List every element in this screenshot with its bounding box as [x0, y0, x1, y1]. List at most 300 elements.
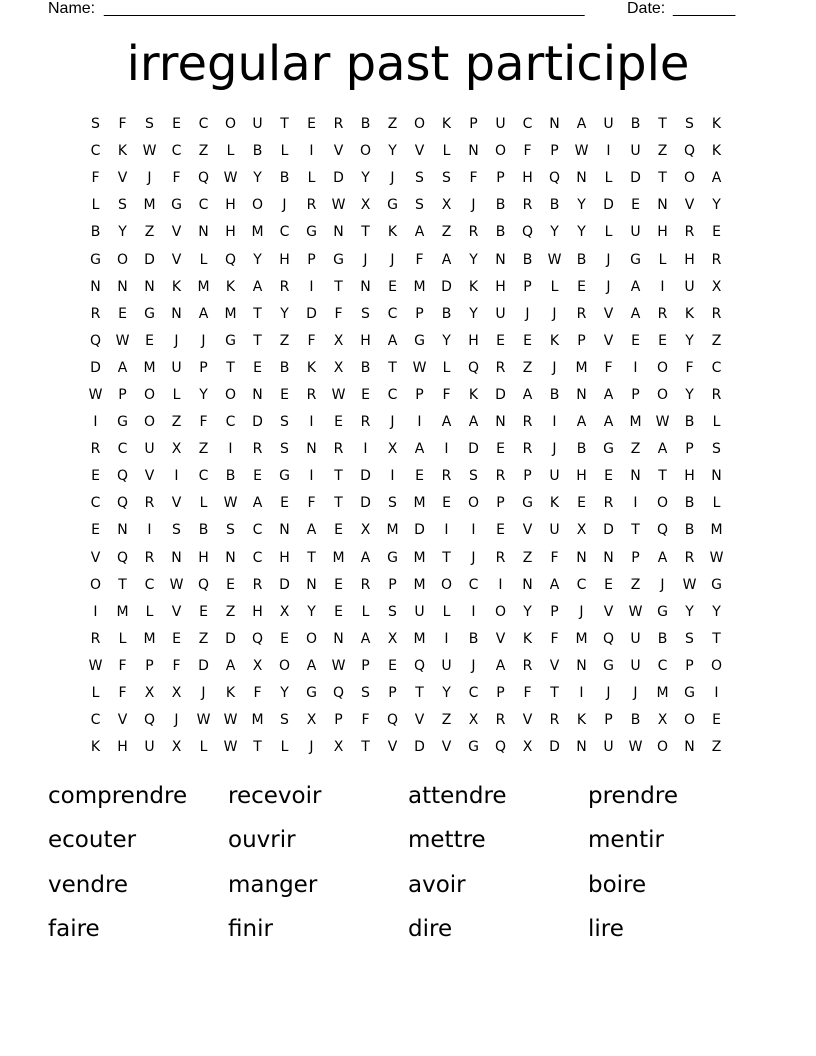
grid-letter[interactable]: L [712, 414, 721, 431]
grid-letter[interactable]: E [712, 712, 721, 729]
grid-letter[interactable]: C [711, 359, 722, 376]
grid-letter[interactable]: Q [197, 170, 210, 187]
grid-letter[interactable]: E [91, 468, 100, 485]
grid-letter[interactable]: N [306, 441, 317, 458]
grid-letter[interactable]: L [604, 170, 613, 187]
grid-letter[interactable]: J [282, 197, 287, 214]
grid-letter[interactable]: U [603, 739, 614, 756]
grid-letter[interactable]: G [306, 224, 317, 241]
grid-letter[interactable]: C [90, 495, 101, 512]
grid-letter[interactable]: H [468, 332, 479, 349]
grid-letter[interactable]: E [91, 522, 100, 539]
grid-letter[interactable]: W [331, 197, 346, 214]
grid-letter[interactable]: V [171, 224, 182, 241]
grid-letter[interactable]: P [199, 359, 208, 376]
grid-letter[interactable]: N [576, 549, 587, 566]
grid-letter[interactable]: K [225, 685, 236, 702]
grid-letter[interactable]: X [387, 441, 398, 458]
grid-letter[interactable]: V [414, 712, 425, 729]
grid-letter[interactable]: J [309, 739, 314, 756]
grid-letter[interactable]: H [495, 278, 506, 295]
grid-letter[interactable]: K [306, 359, 317, 376]
grid-letter[interactable]: U [603, 116, 614, 133]
grid-letter[interactable]: V [603, 603, 614, 620]
grid-letter[interactable]: J [471, 657, 476, 674]
grid-letter[interactable]: T [226, 359, 235, 376]
grid-letter[interactable]: F [307, 332, 316, 349]
grid-letter[interactable]: W [223, 170, 238, 187]
grid-letter[interactable]: Q [521, 224, 534, 241]
grid-letter[interactable]: O [467, 495, 480, 512]
grid-letter[interactable]: A [225, 657, 236, 674]
grid-letter[interactable]: S [280, 441, 289, 458]
grid-letter[interactable]: Y [307, 603, 316, 620]
grid-letter[interactable]: A [603, 414, 614, 431]
grid-letter[interactable]: V [414, 143, 425, 160]
grid-letter[interactable]: R [522, 657, 533, 674]
grid-letter[interactable]: N [684, 739, 695, 756]
grid-letter[interactable]: E [334, 414, 343, 431]
grid-letter[interactable]: E [253, 359, 262, 376]
grid-letter[interactable]: X [306, 712, 317, 729]
grid-letter[interactable]: W [223, 495, 238, 512]
grid-letter[interactable]: H [279, 549, 290, 566]
grid-letter[interactable]: E [334, 576, 343, 593]
grid-letter[interactable]: X [360, 197, 371, 214]
grid-letter[interactable]: C [144, 576, 155, 593]
grid-letter[interactable]: I [633, 359, 638, 376]
grid-letter[interactable]: N [549, 116, 560, 133]
name-field-line[interactable]: ______________________________________________________ [104, 0, 585, 17]
grid-letter[interactable]: D [549, 739, 560, 756]
grid-letter[interactable]: V [171, 603, 182, 620]
grid-letter[interactable]: N [171, 549, 182, 566]
grid-letter[interactable]: K [684, 305, 695, 322]
grid-letter[interactable]: N [576, 739, 587, 756]
grid-letter[interactable]: E [631, 197, 640, 214]
grid-letter[interactable]: I [174, 468, 179, 485]
grid-letter[interactable]: L [307, 170, 316, 187]
grid-letter[interactable]: X [171, 685, 182, 702]
grid-letter[interactable]: Q [143, 712, 156, 729]
grid-letter[interactable]: J [363, 251, 368, 268]
grid-letter[interactable]: A [306, 657, 317, 674]
grid-letter[interactable]: A [576, 116, 587, 133]
grid-letter[interactable]: N [225, 549, 236, 566]
grid-letter[interactable]: S [388, 495, 397, 512]
grid-letter[interactable]: R [90, 441, 101, 458]
grid-letter[interactable]: N [117, 278, 128, 295]
grid-letter[interactable]: S [469, 468, 478, 485]
grid-letter[interactable]: N [117, 522, 128, 539]
grid-letter[interactable]: W [169, 576, 184, 593]
grid-letter[interactable]: P [415, 386, 424, 403]
grid-letter[interactable]: J [525, 305, 530, 322]
grid-letter[interactable]: I [309, 278, 314, 295]
grid-letter[interactable]: N [495, 251, 506, 268]
grid-letter[interactable]: J [606, 278, 611, 295]
grid-letter[interactable]: R [360, 576, 371, 593]
grid-letter[interactable]: R [576, 305, 587, 322]
grid-letter[interactable]: C [468, 685, 479, 702]
grid-letter[interactable]: T [253, 739, 262, 756]
grid-letter[interactable]: K [225, 278, 236, 295]
grid-letter[interactable]: X [387, 630, 398, 647]
grid-letter[interactable]: A [441, 414, 452, 431]
grid-letter[interactable]: E [631, 332, 640, 349]
grid-letter[interactable]: D [441, 278, 452, 295]
grid-letter[interactable]: F [91, 170, 100, 187]
grid-letter[interactable]: Z [630, 576, 641, 593]
grid-letter[interactable]: G [225, 332, 236, 349]
grid-letter[interactable]: M [332, 549, 345, 566]
grid-letter[interactable]: C [225, 414, 236, 431]
grid-letter[interactable]: E [307, 116, 316, 133]
grid-letter[interactable]: L [442, 603, 451, 620]
grid-letter[interactable]: B [684, 522, 695, 539]
grid-letter[interactable]: P [523, 278, 532, 295]
grid-letter[interactable]: L [361, 603, 370, 620]
grid-letter[interactable]: M [143, 359, 156, 376]
grid-letter[interactable]: R [279, 278, 290, 295]
grid-letter[interactable]: E [388, 278, 397, 295]
grid-letter[interactable]: C [522, 116, 533, 133]
grid-letter[interactable]: W [628, 739, 643, 756]
grid-letter[interactable]: G [387, 549, 398, 566]
grid-letter[interactable]: J [633, 685, 638, 702]
grid-letter[interactable]: S [361, 305, 370, 322]
grid-letter[interactable]: O [305, 630, 318, 647]
grid-letter[interactable]: C [198, 116, 209, 133]
grid-letter[interactable]: H [684, 251, 695, 268]
grid-letter[interactable]: E [334, 603, 343, 620]
grid-letter[interactable]: F [442, 386, 451, 403]
grid-letter[interactable]: U [441, 657, 452, 674]
grid-letter[interactable]: B [657, 630, 668, 647]
grid-letter[interactable]: Y [388, 143, 397, 160]
grid-letter[interactable]: V [684, 197, 695, 214]
grid-letter[interactable]: A [360, 549, 371, 566]
grid-letter[interactable]: P [496, 170, 505, 187]
grid-letter[interactable]: E [604, 576, 613, 593]
grid-letter[interactable]: D [630, 170, 641, 187]
grid-letter[interactable]: W [223, 739, 238, 756]
grid-letter[interactable]: R [306, 197, 317, 214]
grid-letter[interactable]: Z [198, 441, 209, 458]
grid-letter[interactable]: I [93, 414, 98, 431]
grid-letter[interactable]: W [142, 143, 157, 160]
grid-letter[interactable]: E [280, 630, 289, 647]
grid-letter[interactable]: L [550, 278, 559, 295]
grid-letter[interactable]: P [685, 657, 694, 674]
grid-letter[interactable]: Q [683, 143, 696, 160]
grid-letter[interactable]: F [253, 685, 262, 702]
grid-letter[interactable]: U [495, 116, 506, 133]
grid-letter[interactable]: E [496, 441, 505, 458]
grid-letter[interactable]: V [522, 522, 533, 539]
grid-letter[interactable]: U [171, 359, 182, 376]
grid-letter[interactable]: F [172, 170, 181, 187]
grid-letter[interactable]: W [547, 251, 562, 268]
grid-letter[interactable]: O [278, 657, 291, 674]
grid-letter[interactable]: P [361, 657, 370, 674]
grid-letter[interactable]: Y [199, 386, 208, 403]
grid-letter[interactable]: N [252, 386, 263, 403]
grid-letter[interactable]: S [388, 603, 397, 620]
grid-letter[interactable]: P [145, 657, 154, 674]
grid-letter[interactable]: F [361, 712, 370, 729]
grid-letter[interactable]: J [390, 170, 395, 187]
grid-letter[interactable]: G [333, 251, 344, 268]
grid-letter[interactable]: L [91, 197, 100, 214]
grid-letter[interactable]: Y [280, 685, 289, 702]
grid-letter[interactable]: T [307, 549, 316, 566]
grid-letter[interactable]: V [333, 143, 344, 160]
grid-letter[interactable]: E [361, 386, 370, 403]
grid-letter[interactable]: H [225, 224, 236, 241]
grid-letter[interactable]: A [630, 305, 641, 322]
grid-letter[interactable]: M [413, 495, 426, 512]
grid-letter[interactable]: O [656, 359, 669, 376]
grid-letter[interactable]: F [172, 657, 181, 674]
grid-letter[interactable]: P [577, 332, 586, 349]
grid-letter[interactable]: G [279, 468, 290, 485]
grid-letter[interactable]: Q [116, 549, 129, 566]
grid-letter[interactable]: X [279, 603, 290, 620]
grid-letter[interactable]: B [495, 224, 506, 241]
grid-letter[interactable]: E [496, 332, 505, 349]
grid-letter[interactable]: U [549, 522, 560, 539]
grid-letter[interactable]: B [549, 197, 560, 214]
grid-letter[interactable]: Z [279, 332, 290, 349]
grid-letter[interactable]: E [172, 116, 181, 133]
grid-letter[interactable]: A [711, 170, 722, 187]
grid-letter[interactable]: J [174, 712, 179, 729]
grid-letter[interactable]: Z [711, 739, 722, 756]
grid-letter[interactable]: R [711, 386, 722, 403]
grid-letter[interactable]: L [199, 251, 208, 268]
grid-letter[interactable]: W [574, 143, 589, 160]
grid-letter[interactable]: Y [685, 332, 694, 349]
grid-letter[interactable]: F [199, 414, 208, 431]
grid-letter[interactable]: U [630, 224, 641, 241]
grid-letter[interactable]: W [655, 414, 670, 431]
grid-letter[interactable]: N [576, 386, 587, 403]
grid-letter[interactable]: A [414, 224, 425, 241]
grid-letter[interactable]: B [198, 522, 209, 539]
grid-letter[interactable]: R [495, 468, 506, 485]
grid-letter[interactable]: R [333, 441, 344, 458]
grid-letter[interactable]: E [415, 468, 424, 485]
grid-letter[interactable]: V [441, 739, 452, 756]
grid-letter[interactable]: L [442, 359, 451, 376]
grid-letter[interactable]: O [224, 116, 237, 133]
grid-letter[interactable]: A [603, 386, 614, 403]
grid-letter[interactable]: U [414, 603, 425, 620]
grid-letter[interactable]: L [118, 630, 127, 647]
grid-letter[interactable]: F [685, 359, 694, 376]
grid-letter[interactable]: J [552, 441, 557, 458]
grid-letter[interactable]: X [360, 522, 371, 539]
grid-letter[interactable]: Z [441, 712, 452, 729]
grid-letter[interactable]: Z [657, 143, 668, 160]
grid-letter[interactable]: B [225, 468, 236, 485]
grid-letter[interactable]: N [495, 414, 506, 431]
grid-letter[interactable]: J [660, 576, 665, 593]
grid-letter[interactable]: C [468, 576, 479, 593]
grid-letter[interactable]: E [604, 468, 613, 485]
grid-letter[interactable]: K [711, 116, 722, 133]
grid-letter[interactable]: A [630, 278, 641, 295]
grid-letter[interactable]: N [333, 630, 344, 647]
grid-letter[interactable]: W [331, 386, 346, 403]
grid-letter[interactable]: I [444, 441, 449, 458]
grid-letter[interactable]: O [224, 386, 237, 403]
grid-letter[interactable]: I [498, 576, 503, 593]
grid-letter[interactable]: V [495, 630, 506, 647]
grid-letter[interactable]: L [199, 739, 208, 756]
grid-letter[interactable]: Z [144, 224, 155, 241]
grid-letter[interactable]: Q [548, 170, 561, 187]
grid-letter[interactable]: X [711, 278, 722, 295]
grid-letter[interactable]: Y [577, 197, 586, 214]
grid-letter[interactable]: L [91, 685, 100, 702]
grid-letter[interactable]: P [685, 441, 694, 458]
grid-letter[interactable]: Y [361, 170, 370, 187]
grid-letter[interactable]: A [306, 522, 317, 539]
grid-letter[interactable]: M [197, 278, 210, 295]
grid-letter[interactable]: O [89, 576, 102, 593]
grid-letter[interactable]: P [523, 468, 532, 485]
grid-letter[interactable]: I [579, 685, 584, 702]
grid-letter[interactable]: Y [550, 224, 559, 241]
grid-letter[interactable]: D [360, 495, 371, 512]
grid-letter[interactable]: Z [441, 224, 452, 241]
grid-letter[interactable]: K [441, 116, 452, 133]
grid-letter[interactable]: H [198, 549, 209, 566]
grid-letter[interactable]: J [471, 197, 476, 214]
grid-letter[interactable]: A [495, 657, 506, 674]
grid-letter[interactable]: V [171, 495, 182, 512]
grid-letter[interactable]: J [201, 685, 206, 702]
grid-letter[interactable]: Y [442, 332, 451, 349]
grid-letter[interactable]: S [361, 685, 370, 702]
grid-letter[interactable]: Y [685, 386, 694, 403]
grid-letter[interactable]: M [251, 224, 264, 241]
grid-letter[interactable]: K [549, 332, 560, 349]
grid-letter[interactable]: N [279, 522, 290, 539]
grid-letter[interactable]: J [552, 359, 557, 376]
grid-letter[interactable]: Q [332, 685, 345, 702]
grid-letter[interactable]: I [309, 143, 314, 160]
grid-letter[interactable]: D [414, 739, 425, 756]
grid-letter[interactable]: H [576, 468, 587, 485]
grid-letter[interactable]: T [361, 224, 370, 241]
grid-letter[interactable]: I [417, 414, 422, 431]
grid-letter[interactable]: F [415, 251, 424, 268]
grid-letter[interactable]: K [576, 712, 587, 729]
grid-letter[interactable]: V [171, 251, 182, 268]
grid-letter[interactable]: E [523, 332, 532, 349]
grid-letter[interactable]: C [387, 305, 398, 322]
grid-letter[interactable]: J [606, 685, 611, 702]
grid-letter[interactable]: P [631, 549, 640, 566]
grid-letter[interactable]: C [387, 386, 398, 403]
grid-letter[interactable]: N [630, 468, 641, 485]
grid-letter[interactable]: M [413, 278, 426, 295]
grid-letter[interactable]: B [441, 305, 452, 322]
grid-letter[interactable]: L [280, 739, 289, 756]
grid-letter[interactable]: F [307, 495, 316, 512]
grid-letter[interactable]: G [144, 305, 155, 322]
grid-letter[interactable]: R [495, 359, 506, 376]
grid-letter[interactable]: P [388, 576, 397, 593]
grid-letter[interactable]: H [279, 251, 290, 268]
grid-letter[interactable]: X [333, 332, 344, 349]
grid-letter[interactable]: E [145, 332, 154, 349]
grid-letter[interactable]: G [387, 197, 398, 214]
grid-letter[interactable]: O [116, 251, 129, 268]
grid-letter[interactable]: F [334, 305, 343, 322]
grid-letter[interactable]: D [360, 468, 371, 485]
grid-letter[interactable]: L [712, 495, 721, 512]
grid-letter[interactable]: Q [89, 332, 102, 349]
grid-letter[interactable]: D [468, 441, 479, 458]
grid-letter[interactable]: S [685, 116, 694, 133]
grid-letter[interactable]: M [413, 630, 426, 647]
grid-letter[interactable]: M [386, 522, 399, 539]
grid-letter[interactable]: G [684, 685, 695, 702]
grid-letter[interactable]: D [279, 576, 290, 593]
grid-letter[interactable]: M [575, 630, 588, 647]
grid-letter[interactable]: R [495, 549, 506, 566]
grid-letter[interactable]: W [628, 603, 643, 620]
grid-letter[interactable]: P [496, 495, 505, 512]
grid-letter[interactable]: I [471, 603, 476, 620]
grid-letter[interactable]: Q [386, 712, 399, 729]
grid-letter[interactable]: T [388, 359, 397, 376]
grid-letter[interactable]: F [118, 657, 127, 674]
grid-letter[interactable]: R [522, 441, 533, 458]
grid-letter[interactable]: G [603, 657, 614, 674]
grid-letter[interactable]: B [360, 359, 371, 376]
grid-letter[interactable]: I [228, 441, 233, 458]
grid-letter[interactable]: D [333, 170, 344, 187]
grid-letter[interactable]: V [549, 657, 560, 674]
grid-letter[interactable]: G [630, 251, 641, 268]
grid-letter[interactable]: Q [413, 657, 426, 674]
grid-letter[interactable]: J [606, 251, 611, 268]
grid-letter[interactable]: O [251, 197, 264, 214]
grid-letter[interactable]: V [117, 712, 128, 729]
grid-letter[interactable]: R [144, 549, 155, 566]
grid-letter[interactable]: A [360, 630, 371, 647]
grid-letter[interactable]: W [88, 386, 103, 403]
grid-letter[interactable]: Z [198, 630, 209, 647]
grid-letter[interactable]: T [334, 468, 343, 485]
grid-letter[interactable]: O [143, 386, 156, 403]
grid-letter[interactable]: X [144, 685, 155, 702]
grid-letter[interactable]: J [390, 251, 395, 268]
grid-letter[interactable]: T [658, 170, 667, 187]
grid-letter[interactable]: C [252, 522, 263, 539]
grid-letter[interactable]: G [117, 414, 128, 431]
grid-letter[interactable]: R [522, 197, 533, 214]
grid-letter[interactable]: V [522, 712, 533, 729]
grid-letter[interactable]: U [630, 657, 641, 674]
grid-letter[interactable]: S [280, 712, 289, 729]
grid-letter[interactable]: O [440, 576, 453, 593]
